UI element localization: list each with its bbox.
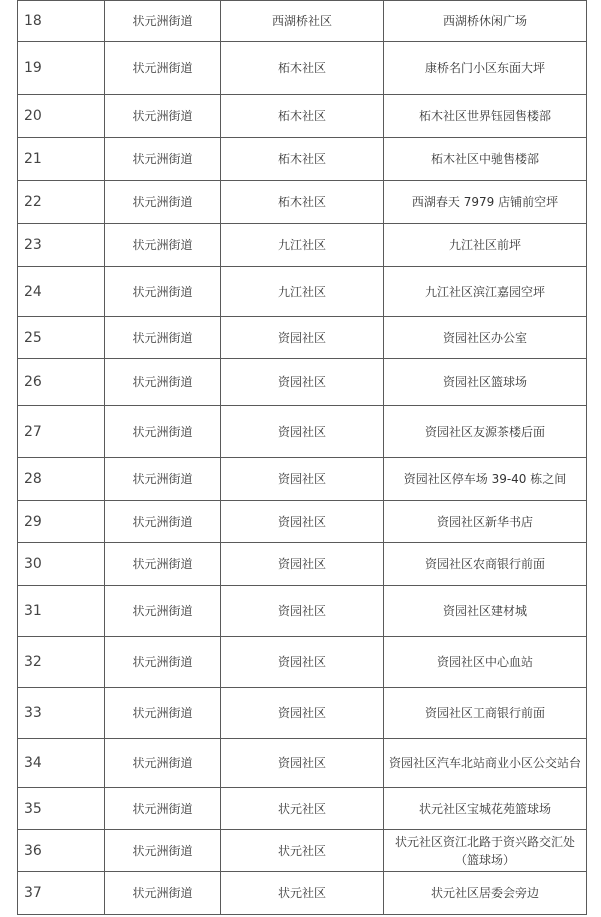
community-cell: 西湖桥社区 (221, 1, 384, 42)
location-cell: 资园社区中心血站 (384, 637, 587, 688)
row-number: 33 (18, 688, 105, 739)
street-cell: 状元洲街道 (105, 42, 221, 95)
table-row (18, 830, 587, 872)
row-number: 27 (18, 406, 105, 458)
row-number: 22 (18, 181, 105, 224)
table-row (18, 688, 587, 739)
table-row (18, 42, 587, 95)
table-row (18, 95, 587, 138)
location-cell: 资园社区农商银行前面 (384, 543, 587, 586)
community-cell: 资园社区 (221, 458, 384, 501)
community-cell: 柘木社区 (221, 138, 384, 181)
street-cell: 状元洲街道 (105, 458, 221, 501)
street-cell: 状元洲街道 (105, 688, 221, 739)
street-cell: 状元洲街道 (105, 138, 221, 181)
table-row (18, 637, 587, 688)
table-row (18, 543, 587, 586)
site-table (17, 0, 587, 915)
location-cell: 状元社区居委会旁边 (384, 872, 587, 915)
row-number: 29 (18, 501, 105, 543)
street-cell: 状元洲街道 (105, 543, 221, 586)
community-cell: 资园社区 (221, 543, 384, 586)
community-cell: 柘木社区 (221, 181, 384, 224)
street-cell: 状元洲街道 (105, 586, 221, 637)
row-number: 28 (18, 458, 105, 501)
row-number: 24 (18, 267, 105, 317)
table-row (18, 586, 587, 637)
location-cell: 西湖春天 7979 店铺前空坪 (384, 181, 587, 224)
table-row (18, 181, 587, 224)
table-row (18, 788, 587, 830)
street-cell: 状元洲街道 (105, 1, 221, 42)
community-cell: 柘木社区 (221, 42, 384, 95)
street-cell: 状元洲街道 (105, 181, 221, 224)
street-cell: 状元洲街道 (105, 95, 221, 138)
street-cell: 状元洲街道 (105, 501, 221, 543)
table-row (18, 739, 587, 788)
table-row (18, 359, 587, 406)
community-cell: 状元社区 (221, 872, 384, 915)
location-cell: 状元社区资江北路于资兴路交汇处（篮球场） (384, 830, 587, 872)
location-cell: 资园社区篮球场 (384, 359, 587, 406)
location-cell: 资园社区停车场 39-40 栋之间 (384, 458, 587, 501)
community-cell: 状元社区 (221, 788, 384, 830)
community-cell: 九江社区 (221, 224, 384, 267)
street-cell: 状元洲街道 (105, 739, 221, 788)
location-cell: 九江社区前坪 (384, 224, 587, 267)
table-row (18, 501, 587, 543)
street-cell: 状元洲街道 (105, 637, 221, 688)
street-cell: 状元洲街道 (105, 317, 221, 359)
community-cell: 资园社区 (221, 359, 384, 406)
row-number: 20 (18, 95, 105, 138)
location-cell: 状元社区宝城花苑篮球场 (384, 788, 587, 830)
row-number: 32 (18, 637, 105, 688)
community-cell: 资园社区 (221, 501, 384, 543)
row-number: 37 (18, 872, 105, 915)
community-cell: 资园社区 (221, 406, 384, 458)
row-number: 23 (18, 224, 105, 267)
community-cell: 柘木社区 (221, 95, 384, 138)
community-cell: 九江社区 (221, 267, 384, 317)
location-cell: 资园社区建材城 (384, 586, 587, 637)
location-cell: 柘木社区中驰售楼部 (384, 138, 587, 181)
location-cell: 九江社区滨江嘉园空坪 (384, 267, 587, 317)
location-cell: 资园社区友源茶楼后面 (384, 406, 587, 458)
row-number: 30 (18, 543, 105, 586)
row-number: 31 (18, 586, 105, 637)
table-row (18, 267, 587, 317)
street-cell: 状元洲街道 (105, 267, 221, 317)
street-cell: 状元洲街道 (105, 224, 221, 267)
table-row (18, 138, 587, 181)
row-number: 21 (18, 138, 105, 181)
row-number: 36 (18, 830, 105, 872)
community-cell: 资园社区 (221, 739, 384, 788)
location-cell: 资园社区工商银行前面 (384, 688, 587, 739)
table-row (18, 406, 587, 458)
table-row (18, 872, 587, 915)
community-cell: 资园社区 (221, 317, 384, 359)
table-row (18, 317, 587, 359)
location-cell: 资园社区办公室 (384, 317, 587, 359)
table-row (18, 458, 587, 501)
street-cell: 状元洲街道 (105, 872, 221, 915)
row-number: 19 (18, 42, 105, 95)
community-cell: 资园社区 (221, 586, 384, 637)
location-cell: 西湖桥休闲广场 (384, 1, 587, 42)
location-cell: 资园社区汽车北站商业小区公交站台 (384, 739, 587, 788)
location-cell: 柘木社区世界钰园售楼部 (384, 95, 587, 138)
street-cell: 状元洲街道 (105, 788, 221, 830)
street-cell: 状元洲街道 (105, 406, 221, 458)
row-number: 34 (18, 739, 105, 788)
street-cell: 状元洲街道 (105, 830, 221, 872)
community-cell: 资园社区 (221, 637, 384, 688)
row-number: 18 (18, 1, 105, 42)
community-cell: 状元社区 (221, 830, 384, 872)
row-number: 35 (18, 788, 105, 830)
location-cell: 康桥名门小区东面大坪 (384, 42, 587, 95)
street-cell: 状元洲街道 (105, 359, 221, 406)
row-number: 26 (18, 359, 105, 406)
table-row (18, 224, 587, 267)
location-cell: 资园社区新华书店 (384, 501, 587, 543)
community-cell: 资园社区 (221, 688, 384, 739)
row-number: 25 (18, 317, 105, 359)
table-row (18, 1, 587, 42)
